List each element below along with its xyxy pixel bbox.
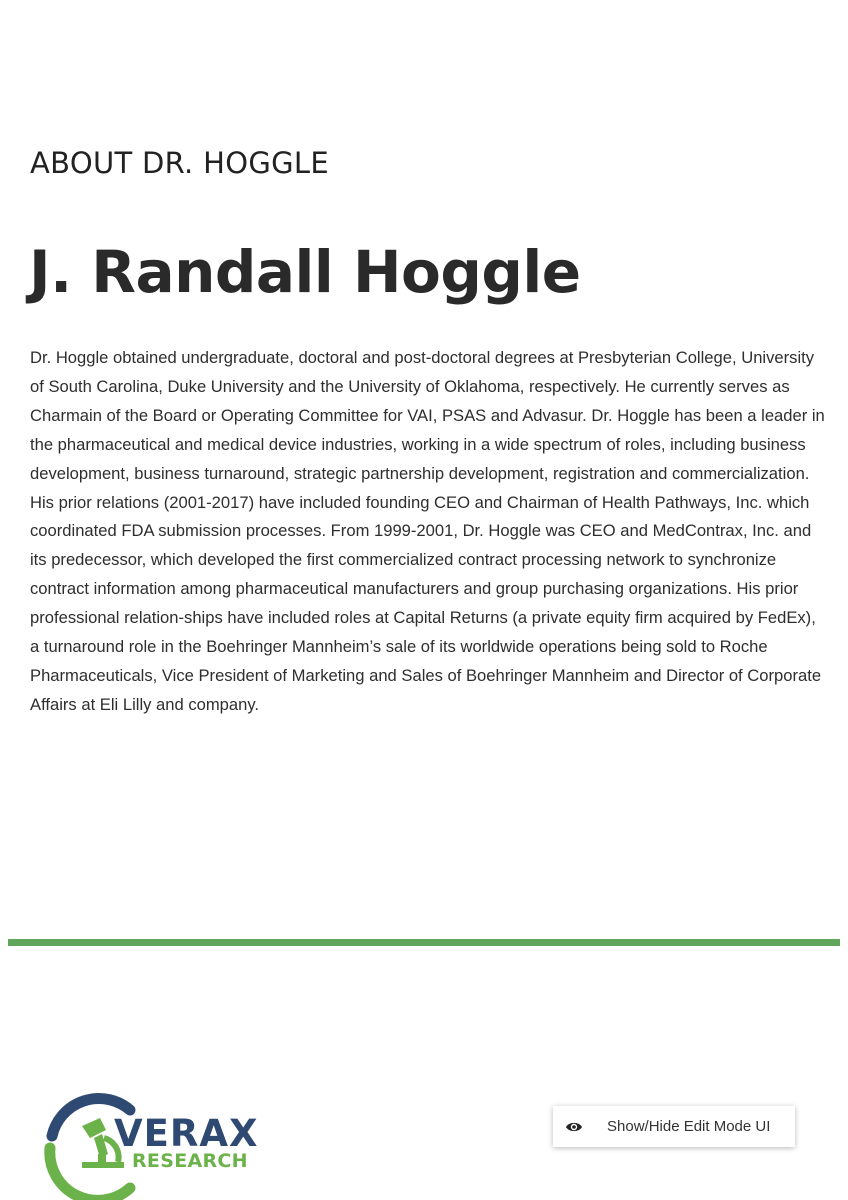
verax-research-logo[interactable]: [38, 1096, 259, 1200]
bio-paragraph: Dr. Hoggle obtained undergraduate, doctoral and post-doctoral degrees at Presbyterian College, University of South Carolina, Duke University and the University of Oklahoma, respectively. He currently serves as Charmain of the Board or Operating Committee for VAI, PSAS and Advasur. Dr. Hoggle has been a leader in the pharmaceutical and medical device industries, working in a wide spectrum of roles, including business development, business turnaround, strategic partnership development, registration and commercialization. His prior relations (2001-2017) have included founding CEO and Chairman of Health Pathways, Inc. which coordinated FDA submission processes. From 1999-2001, Dr. Hoggle was CEO and MedContrax, Inc. and its predecessor, which developed the first commercialized contract processing network to synchronize contract information among pharmaceutical manufacturers and group purchasing organizations. His prior professional relation-ships have included roles at Capital Returns (a private equity firm acquired by FedEx), a turnaround role in the Boehringer Mannheim’s sale of its worldwide operations being sold to Roche Pharmaceuticals, Vice President of Marketing and Sales of Boehringer Mannheim and Director of Corporate Affairs at Eli Lilly and company.: [30, 348, 825, 714]
eye-icon: [565, 1121, 583, 1133]
logo-word-verax: VERAX: [114, 1112, 259, 1155]
section-kicker: ABOUT DR. HOGGLE: [30, 146, 329, 180]
section-divider: [8, 939, 840, 946]
person-name-heading: J. Randall Hoggle: [29, 238, 581, 306]
logo-word-research: RESEARCH: [132, 1150, 248, 1172]
show-hide-edit-mode-button[interactable]: [553, 1106, 795, 1147]
edit-mode-toggle-label: Show/Hide Edit Mode UI: [607, 1118, 771, 1135]
microscope-logo-icon: [38, 1096, 259, 1200]
